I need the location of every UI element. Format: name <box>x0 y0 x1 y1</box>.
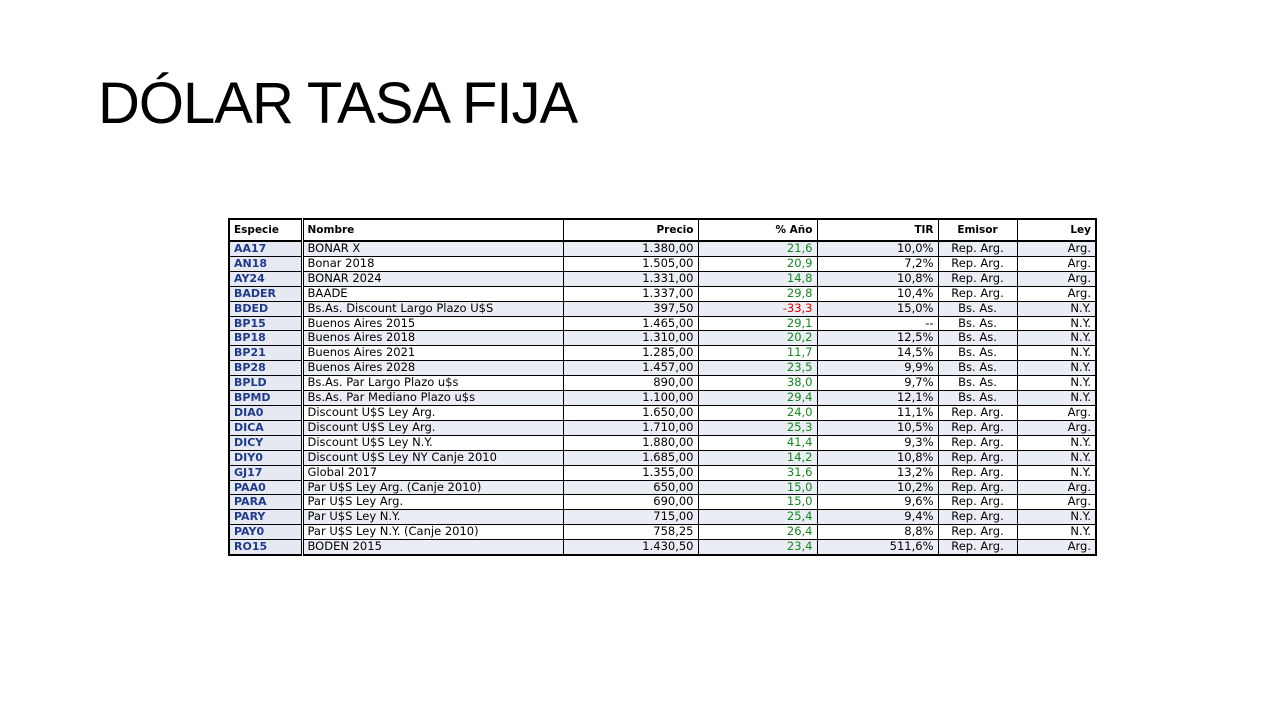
cell-especie: BP18 <box>229 331 302 346</box>
cell-tir: 12,1% <box>817 391 938 406</box>
cell-tir: 15,0% <box>817 301 938 316</box>
cell-ley: N.Y. <box>1017 376 1096 391</box>
cell-emisor: Bs. As. <box>938 361 1017 376</box>
cell-precio: 1.380,00 <box>563 241 698 256</box>
cell-especie: GJ17 <box>229 465 302 480</box>
cell-nombre: Global 2017 <box>302 465 563 480</box>
cell-precio: 1.337,00 <box>563 286 698 301</box>
cell-emisor: Bs. As. <box>938 331 1017 346</box>
cell-emisor: Bs. As. <box>938 391 1017 406</box>
cell-ley: N.Y. <box>1017 465 1096 480</box>
table-row <box>229 435 1096 450</box>
cell-ley: N.Y. <box>1017 331 1096 346</box>
cell-ley: Arg. <box>1017 241 1096 256</box>
header-ley: Ley <box>1017 219 1096 241</box>
cell-emisor: Rep. Arg. <box>938 256 1017 271</box>
cell-especie: RO15 <box>229 540 302 555</box>
cell-nombre: Buenos Aires 2018 <box>302 331 563 346</box>
cell-ley: N.Y. <box>1017 316 1096 331</box>
cell-ley: N.Y. <box>1017 346 1096 361</box>
cell-especie: BDED <box>229 301 302 316</box>
table-row <box>229 316 1096 331</box>
cell-especie: DICA <box>229 420 302 435</box>
cell-emisor: Bs. As. <box>938 316 1017 331</box>
table-row <box>229 391 1096 406</box>
cell-tir: 10,8% <box>817 271 938 286</box>
cell-ley: Arg. <box>1017 405 1096 420</box>
cell-tir: 9,3% <box>817 435 938 450</box>
cell-emisor: Rep. Arg. <box>938 435 1017 450</box>
cell-anio: 29,8 <box>698 286 817 301</box>
cell-tir: 9,9% <box>817 361 938 376</box>
table-row <box>229 241 1096 256</box>
cell-especie: BP21 <box>229 346 302 361</box>
cell-ley: N.Y. <box>1017 510 1096 525</box>
cell-anio: 26,4 <box>698 525 817 540</box>
cell-emisor: Bs. As. <box>938 376 1017 391</box>
cell-precio: 758,25 <box>563 525 698 540</box>
cell-precio: 1.310,00 <box>563 331 698 346</box>
cell-ley: N.Y. <box>1017 435 1096 450</box>
cell-precio: 397,50 <box>563 301 698 316</box>
header-anio: % Año <box>698 219 817 241</box>
cell-nombre: Discount U$S Ley N.Y. <box>302 435 563 450</box>
cell-nombre: Discount U$S Ley NY Canje 2010 <box>302 450 563 465</box>
cell-emisor: Rep. Arg. <box>938 525 1017 540</box>
cell-especie: BP28 <box>229 361 302 376</box>
cell-anio: 38,0 <box>698 376 817 391</box>
header-especie: Especie <box>229 219 302 241</box>
table-row <box>229 346 1096 361</box>
cell-anio: 29,4 <box>698 391 817 406</box>
cell-ley: N.Y. <box>1017 525 1096 540</box>
cell-ley: Arg. <box>1017 286 1096 301</box>
cell-emisor: Rep. Arg. <box>938 405 1017 420</box>
cell-tir: 13,2% <box>817 465 938 480</box>
cell-nombre: Bs.As. Par Mediano Plazo u$s <box>302 391 563 406</box>
cell-nombre: Bs.As. Discount Largo Plazo U$S <box>302 301 563 316</box>
cell-anio: 15,0 <box>698 480 817 495</box>
cell-anio: 31,6 <box>698 465 817 480</box>
table-row <box>229 286 1096 301</box>
cell-emisor: Rep. Arg. <box>938 510 1017 525</box>
cell-nombre: Par U$S Ley Arg. (Canje 2010) <box>302 480 563 495</box>
cell-precio: 1.880,00 <box>563 435 698 450</box>
cell-emisor: Rep. Arg. <box>938 465 1017 480</box>
table-row <box>229 256 1096 271</box>
table-row <box>229 361 1096 376</box>
cell-especie: PAY0 <box>229 525 302 540</box>
cell-nombre: Par U$S Ley N.Y. <box>302 510 563 525</box>
cell-ley: Arg. <box>1017 480 1096 495</box>
table-row <box>229 271 1096 286</box>
cell-precio: 1.331,00 <box>563 271 698 286</box>
cell-ley: Arg. <box>1017 271 1096 286</box>
cell-nombre: BONAR X <box>302 241 563 256</box>
table-row <box>229 495 1096 510</box>
cell-tir: 12,5% <box>817 331 938 346</box>
cell-especie: PAA0 <box>229 480 302 495</box>
table-row <box>229 525 1096 540</box>
cell-nombre: Par U$S Ley N.Y. (Canje 2010) <box>302 525 563 540</box>
table-row <box>229 540 1096 555</box>
cell-anio: 23,5 <box>698 361 817 376</box>
cell-tir: 10,0% <box>817 241 938 256</box>
cell-ley: N.Y. <box>1017 301 1096 316</box>
cell-anio: 20,9 <box>698 256 817 271</box>
table-row <box>229 376 1096 391</box>
cell-precio: 1.505,00 <box>563 256 698 271</box>
cell-anio: 14,2 <box>698 450 817 465</box>
cell-tir: 9,4% <box>817 510 938 525</box>
cell-precio: 1.355,00 <box>563 465 698 480</box>
cell-anio: 21,6 <box>698 241 817 256</box>
cell-nombre: BAADE <box>302 286 563 301</box>
cell-ley: Arg. <box>1017 540 1096 555</box>
cell-especie: DICY <box>229 435 302 450</box>
cell-anio: -33,3 <box>698 301 817 316</box>
cell-anio: 15,0 <box>698 495 817 510</box>
cell-anio: 25,3 <box>698 420 817 435</box>
cell-tir: 11,1% <box>817 405 938 420</box>
table-row <box>229 480 1096 495</box>
cell-especie: DIA0 <box>229 405 302 420</box>
cell-tir: 10,8% <box>817 450 938 465</box>
header-nombre: Nombre <box>302 219 563 241</box>
cell-especie: AN18 <box>229 256 302 271</box>
table-header-row <box>229 219 1096 241</box>
cell-especie: BP15 <box>229 316 302 331</box>
cell-nombre: Discount U$S Ley Arg. <box>302 420 563 435</box>
cell-especie: PARY <box>229 510 302 525</box>
table-row <box>229 465 1096 480</box>
cell-ley: Arg. <box>1017 495 1096 510</box>
cell-precio: 1.685,00 <box>563 450 698 465</box>
cell-nombre: Buenos Aires 2015 <box>302 316 563 331</box>
cell-emisor: Bs. As. <box>938 346 1017 361</box>
cell-emisor: Rep. Arg. <box>938 495 1017 510</box>
cell-ley: Arg. <box>1017 420 1096 435</box>
header-precio: Precio <box>563 219 698 241</box>
cell-anio: 11,7 <box>698 346 817 361</box>
cell-anio: 24,0 <box>698 405 817 420</box>
cell-emisor: Rep. Arg. <box>938 271 1017 286</box>
cell-precio: 1.457,00 <box>563 361 698 376</box>
cell-anio: 41,4 <box>698 435 817 450</box>
table-body <box>229 241 1096 555</box>
cell-emisor: Rep. Arg. <box>938 420 1017 435</box>
header-emisor: Emisor <box>938 219 1017 241</box>
cell-emisor: Rep. Arg. <box>938 540 1017 555</box>
cell-tir: 7,2% <box>817 256 938 271</box>
header-tir: TIR <box>817 219 938 241</box>
cell-emisor: Rep. Arg. <box>938 480 1017 495</box>
cell-ley: N.Y. <box>1017 450 1096 465</box>
cell-tir: -- <box>817 316 938 331</box>
cell-nombre: BONAR 2024 <box>302 271 563 286</box>
cell-precio: 1.710,00 <box>563 420 698 435</box>
cell-tir: 14,5% <box>817 346 938 361</box>
cell-ley: Arg. <box>1017 256 1096 271</box>
cell-precio: 650,00 <box>563 480 698 495</box>
cell-tir: 8,8% <box>817 525 938 540</box>
cell-tir: 9,7% <box>817 376 938 391</box>
table-row <box>229 450 1096 465</box>
table-row <box>229 301 1096 316</box>
cell-precio: 1.430,50 <box>563 540 698 555</box>
table-row <box>229 510 1096 525</box>
cell-emisor: Rep. Arg. <box>938 450 1017 465</box>
cell-especie: BPMD <box>229 391 302 406</box>
cell-nombre: Par U$S Ley Arg. <box>302 495 563 510</box>
cell-anio: 20,2 <box>698 331 817 346</box>
cell-precio: 1.285,00 <box>563 346 698 361</box>
cell-precio: 715,00 <box>563 510 698 525</box>
cell-emisor: Bs. As. <box>938 301 1017 316</box>
cell-tir: 9,6% <box>817 495 938 510</box>
cell-emisor: Rep. Arg. <box>938 241 1017 256</box>
cell-anio: 14,8 <box>698 271 817 286</box>
cell-ley: N.Y. <box>1017 361 1096 376</box>
cell-anio: 25,4 <box>698 510 817 525</box>
slide-title: DÓLAR TASA FIJA <box>98 71 578 136</box>
cell-especie: DIY0 <box>229 450 302 465</box>
cell-nombre: BODEN 2015 <box>302 540 563 555</box>
table-row <box>229 420 1096 435</box>
table-row <box>229 331 1096 346</box>
cell-nombre: Discount U$S Ley Arg. <box>302 405 563 420</box>
cell-anio: 29,1 <box>698 316 817 331</box>
cell-precio: 1.100,00 <box>563 391 698 406</box>
cell-tir: 10,2% <box>817 480 938 495</box>
cell-precio: 890,00 <box>563 376 698 391</box>
cell-especie: AY24 <box>229 271 302 286</box>
cell-nombre: Bonar 2018 <box>302 256 563 271</box>
cell-nombre: Bs.As. Par Largo Plazo u$s <box>302 376 563 391</box>
cell-especie: BADER <box>229 286 302 301</box>
cell-tir: 511,6% <box>817 540 938 555</box>
cell-nombre: Buenos Aires 2021 <box>302 346 563 361</box>
cell-especie: PARA <box>229 495 302 510</box>
cell-ley: N.Y. <box>1017 391 1096 406</box>
cell-anio: 23,4 <box>698 540 817 555</box>
cell-precio: 690,00 <box>563 495 698 510</box>
bonds-table <box>228 218 1097 556</box>
cell-especie: BPLD <box>229 376 302 391</box>
cell-especie: AA17 <box>229 241 302 256</box>
cell-emisor: Rep. Arg. <box>938 286 1017 301</box>
cell-precio: 1.650,00 <box>563 405 698 420</box>
cell-precio: 1.465,00 <box>563 316 698 331</box>
cell-tir: 10,5% <box>817 420 938 435</box>
table-row <box>229 405 1096 420</box>
cell-nombre: Buenos Aires 2028 <box>302 361 563 376</box>
cell-tir: 10,4% <box>817 286 938 301</box>
